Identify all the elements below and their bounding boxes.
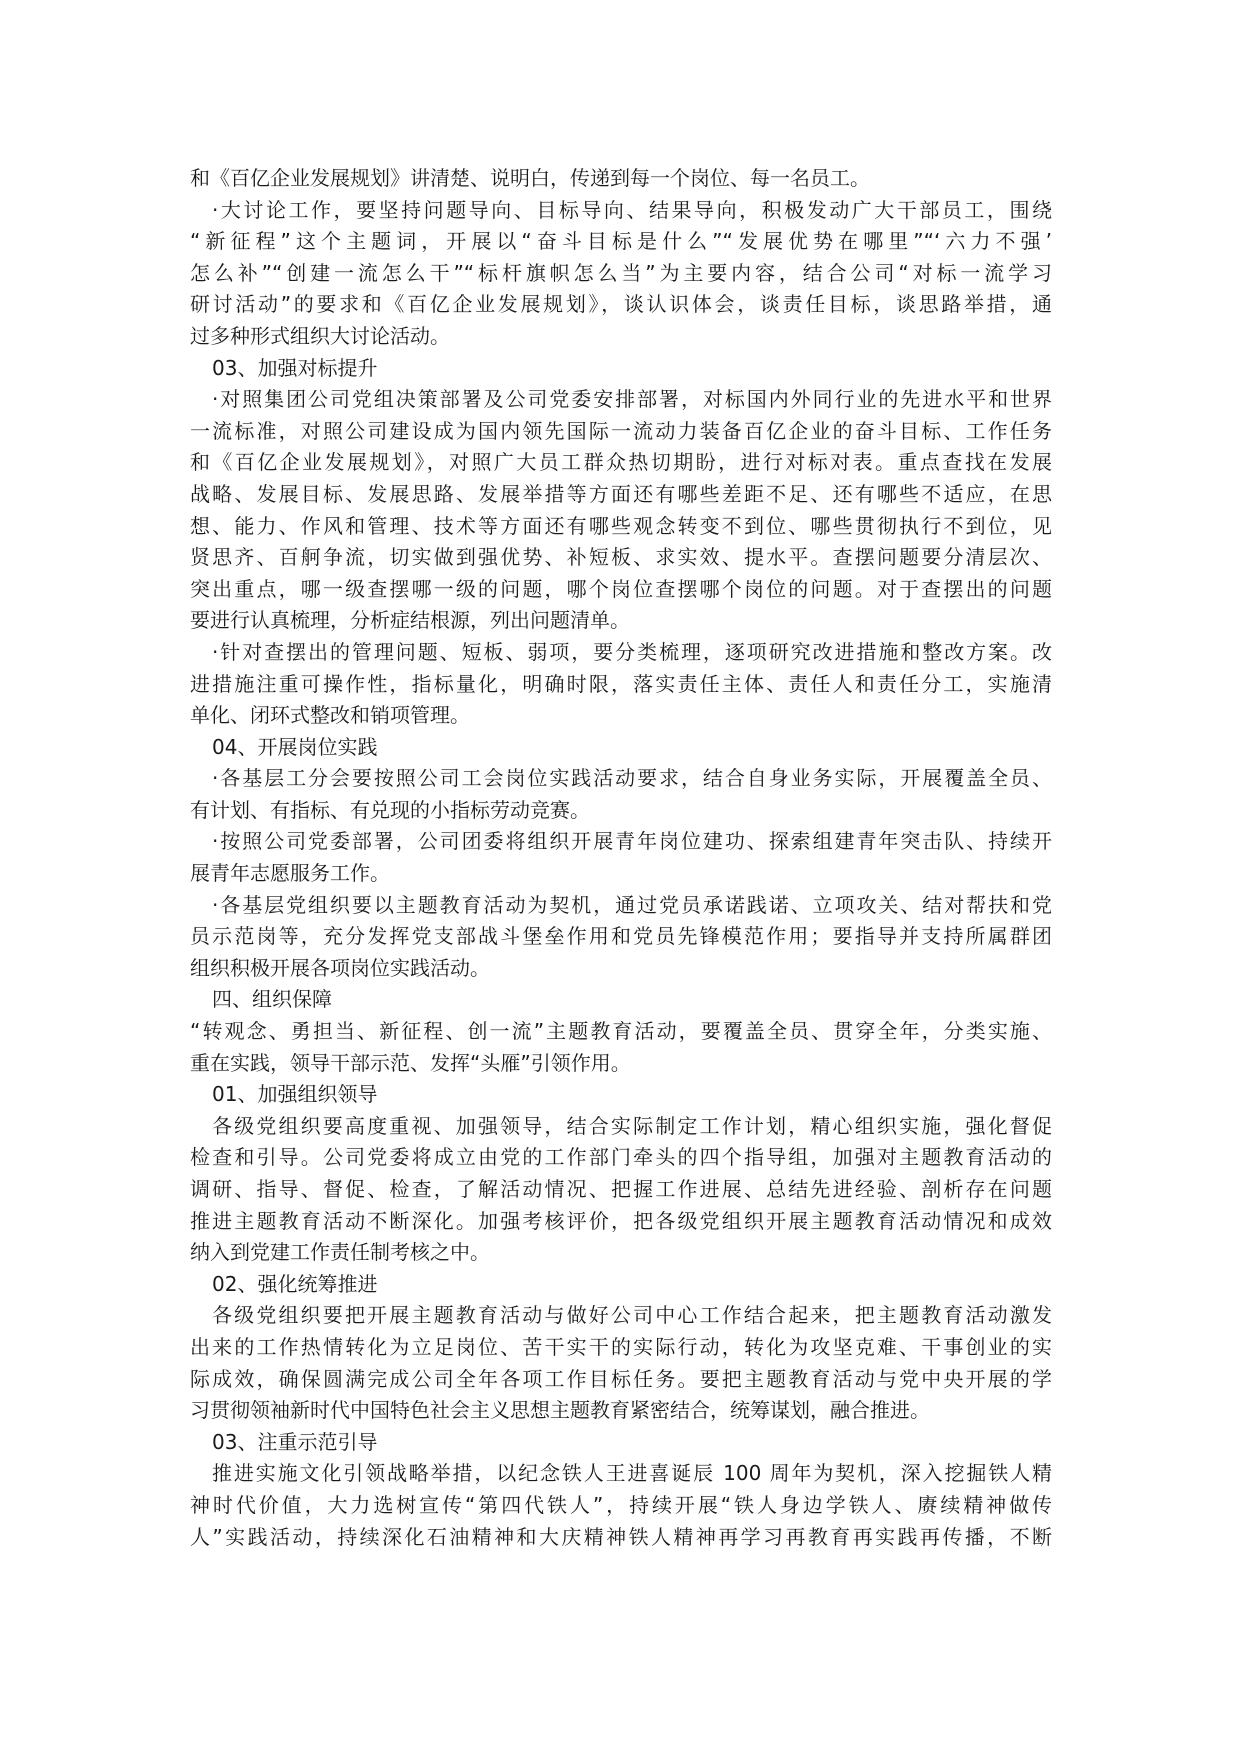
section-heading: 04、开展岗位实践 [212, 734, 378, 759]
section-heading: 03、注重示范引导 [212, 1429, 378, 1454]
text-line: ·针对查摆出的管理问题、短板、弱项，要分类梳理，逐项研究改进措施和整改方案。改 [212, 639, 1052, 664]
text-line: 怎么补”“创建一流怎么干”“标杆旗帜怎么当”为主要内容，结合公司“对标一流学习 [190, 260, 1052, 285]
text-line: 神时代价值，大力选树宣传“第四代铁人”，持续开展“铁人身边学铁人、赓续精神做传 [190, 1492, 1052, 1517]
text-line: 贤思齐、百舸争流，切实做到强优势、补短板、求实效、提水平。查摆问题要分清层次、 [190, 545, 1052, 570]
text-line: 人”实践活动，持续深化石油精神和大庆精神铁人精神再学习再教育再实践再传播，不断 [190, 1524, 1052, 1549]
text-line: 和《百亿企业发展规划》讲清楚、说明白，传递到每一个岗位、每一名员工。 [190, 166, 870, 190]
text-line: 突出重点，哪一级查摆哪一级的问题，哪个岗位查摆哪个岗位的问题。对于查摆出的问题 [190, 576, 1052, 601]
text-line: ·大讨论工作，要坚持问题导向、目标导向、结果导向，积极发动广大干部员工，围绕 [212, 197, 1052, 222]
text-line: 进措施注重可操作性，指标量化，明确时限，落实责任主体、责任人和责任分工，实施清 [190, 671, 1052, 696]
text-line: 过多种形式组织大讨论活动。 [190, 323, 450, 348]
text-line: 战略、发展目标、发展思路、发展举措等方面还有哪些差距不足、还有哪些不适应，在思 [190, 481, 1052, 506]
text-line: 推进实施文化引领战略举措，以纪念铁人王进喜诞辰 100 周年为契机，深入挖掘铁人精 [212, 1461, 1052, 1486]
text-line: ·按照公司党委部署，公司团委将组织开展青年岗位建功、探索组建青年突击队、持续开 [212, 829, 1052, 854]
text-line: “新征程”这个主题词，开展以“奋斗目标是什么”“发展优势在哪里”“‘六力不强’ [190, 229, 1052, 254]
text-line: 展青年志愿服务工作。 [190, 861, 390, 886]
text-line: 有计划、有指标、有兑现的小指标劳动竞赛。 [190, 797, 590, 822]
text-line: 想、能力、作风和管理、技术等方面还有哪些观念转变不到位、哪些贯彻执行不到位，见 [190, 513, 1052, 538]
text-line: 员示范岗等，充分发挥党支部战斗堡垒作用和党员先锋模范作用；要指导并支持所属群团 [190, 924, 1052, 949]
text-line: 组织积极开展各项岗位实践活动。 [190, 955, 490, 980]
text-line: 和《百亿企业发展规划》，对照广大员工群众热切期盼，进行对标对表。重点查找在发展 [190, 450, 1052, 475]
text-line: 习贯彻领袖新时代中国特色社会主义思想主题教育紧密结合，统筹谋划，融合推进。 [190, 1398, 930, 1423]
text-line: 一流标准，对照公司建设成为国内领先国际一流动力装备百亿企业的奋斗目标、工作任务 [190, 418, 1052, 443]
text-line: 际成效，确保圆满完成公司全年各项工作目标任务。要把主题教育活动与党中央开展的学 [190, 1366, 1052, 1391]
text-line: 推进主题教育活动不断深化。加强考核评价，把各级党组织开展主题教育活动情况和成效 [190, 1208, 1052, 1233]
text-line: 重在实践，领导干部示范、发挥“头雁”引领作用。 [190, 1050, 631, 1075]
section-heading: 02、强化统筹推进 [212, 1271, 378, 1296]
document-page [190, 163, 1052, 1553]
text-line: 调研、指导、督促、检查，了解活动情况、把握工作进展、总结先进经验、剖析存在问题 [190, 1177, 1052, 1201]
section-heading: 01、加强组织领导 [212, 1082, 378, 1107]
text-line: ·各基层党组织要以主题教育活动为契机，通过党员承诺践诺、立项攻关、结对帮扶和党 [212, 892, 1052, 917]
text-line: 单化、闭环式整改和销项管理。 [190, 703, 470, 728]
text-line: ·对照集团公司党组决策部署及公司党委安排部署，对标国内外同行业的先进水平和世界 [212, 387, 1052, 412]
text-line: “转观念、勇担当、新征程、创一流”主题教育活动，要覆盖全员、贯穿全年，分类实施、 [190, 1019, 1052, 1044]
text-line: 检查和引导。公司党委将成立由党的工作部门牵头的四个指导组，加强对主题教育活动的 [190, 1145, 1052, 1170]
text-line: 纳入到党建工作责任制考核之中。 [190, 1240, 490, 1265]
text-line: 研讨活动”的要求和《百亿企业发展规划》，谈认识体会，谈责任目标，谈思路举措，通 [190, 292, 1052, 317]
text-line: 出来的工作热情转化为立足岗位、苦干实干的实际行动，转化为攻坚克难、干事创业的实 [190, 1334, 1052, 1359]
text-line: ·各基层工分会要按照公司工会岗位实践活动要求，结合自身业务实际，开展覆盖全员、 [212, 766, 1052, 791]
section-heading: 03、加强对标提升 [212, 355, 378, 380]
text-line: 各级党组织要高度重视、加强领导，结合实际制定工作计划，精心组织实施，强化督促 [212, 1113, 1052, 1138]
text-line: 各级党组织要把开展主题教育活动与做好公司中心工作结合起来，把主题教育活动激发 [212, 1303, 1052, 1328]
text-line: 要进行认真梳理，分析症结根源，列出问题清单。 [190, 608, 630, 633]
section-heading: 四、组织保障 [212, 987, 332, 1012]
